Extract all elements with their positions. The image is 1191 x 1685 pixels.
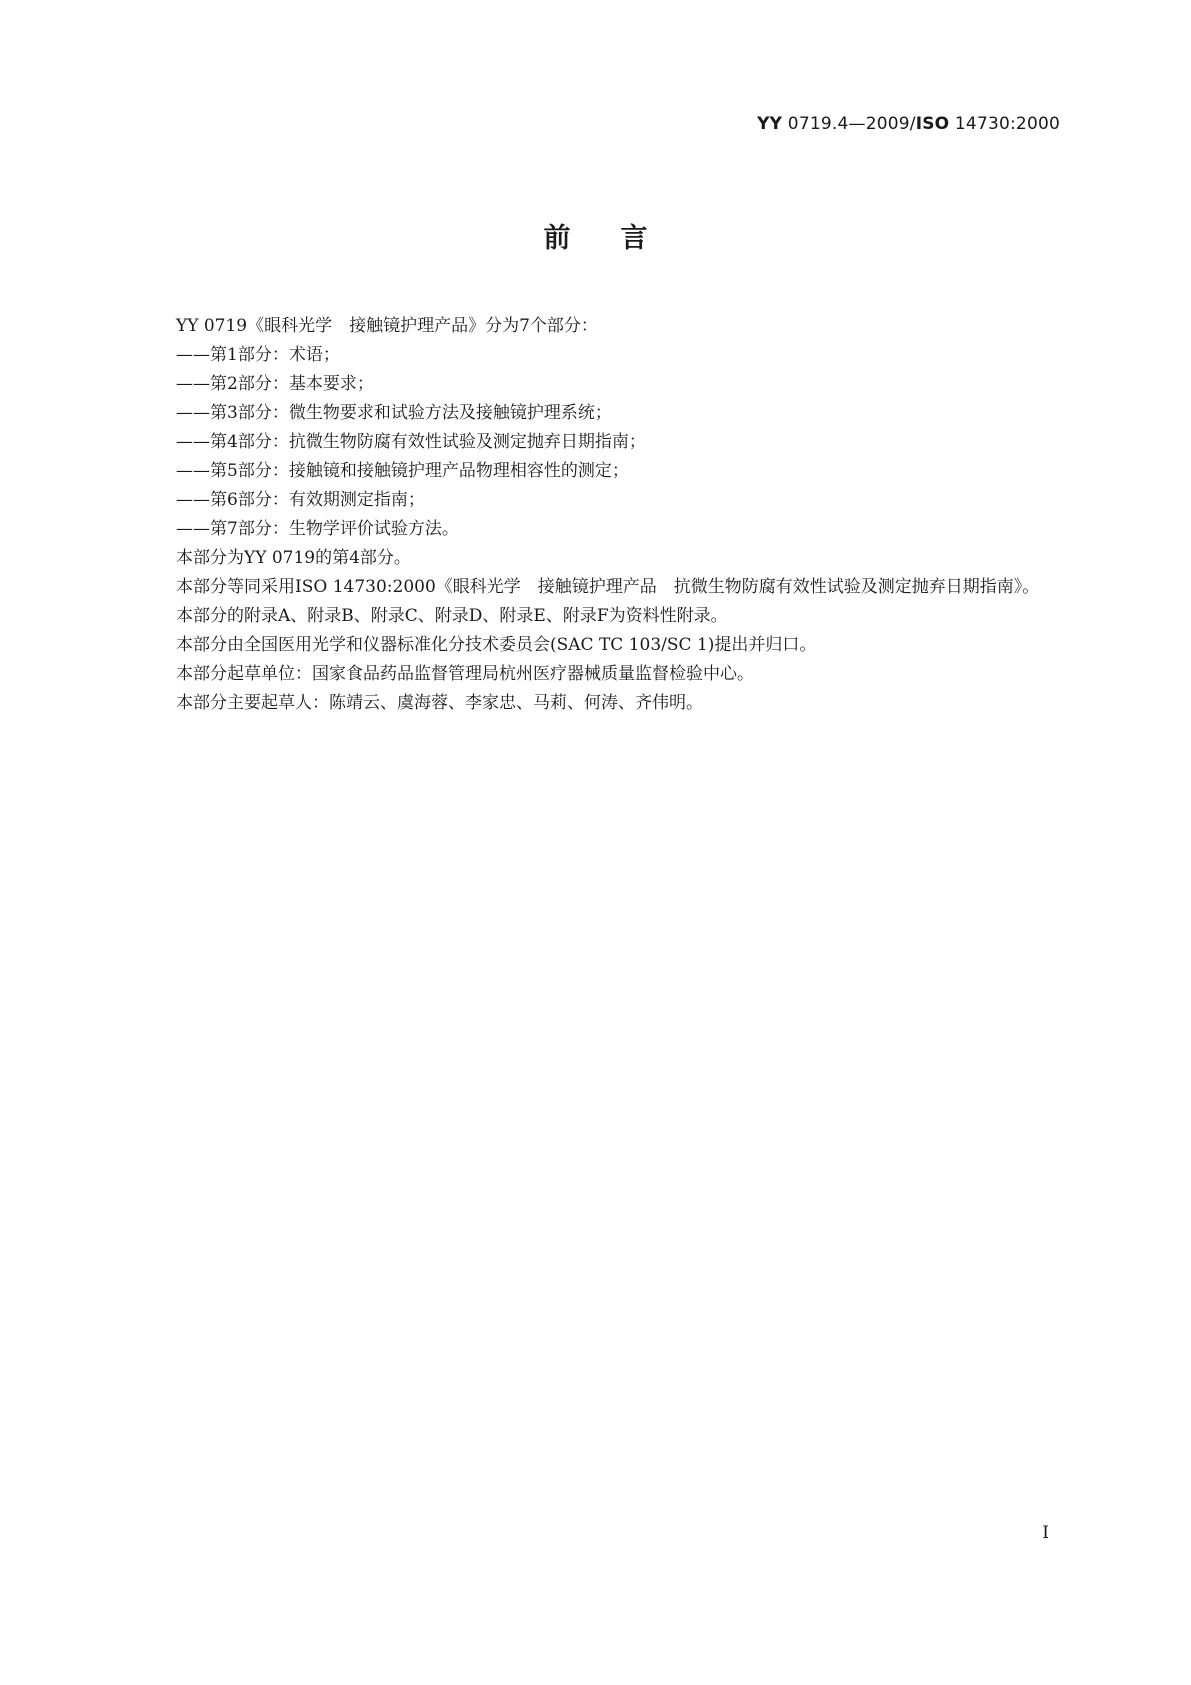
std-number-yy: 0719.4—2009/: [782, 114, 916, 134]
standard-number-header: [757, 114, 1060, 134]
part-list-item: ——第1部分：术语；: [176, 345, 340, 365]
std-prefix-iso: ISO: [915, 114, 950, 134]
committee-paragraph: 本部分由全国医用光学和仪器标准化分技术委员会(SAC TC 103/SC 1)提出并归口。: [176, 635, 817, 655]
part-list-item: ——第5部分：接触镜和接触镜护理产品物理相容性的测定；: [176, 461, 629, 481]
std-prefix-yy: YY: [757, 114, 783, 134]
std-number-iso: 14730:2000: [949, 114, 1060, 134]
page-title: 前言: [543, 223, 698, 254]
adoption-paragraph: 本部分等同采用ISO 14730:2000《眼科光学 接触镜护理产品 抗微生物防腐有效性试验及测定抛弃日期指南》。: [176, 577, 1040, 597]
drafters-paragraph: 本部分主要起草人：陈靖云、虞海蓉、李家忠、马莉、何涛、齐伟明。: [176, 693, 703, 713]
page-number: I: [1042, 1523, 1049, 1543]
part-statement-paragraph: 本部分为YY 0719的第4部分。: [176, 548, 411, 568]
intro-paragraph: YY 0719《眼科光学 接触镜护理产品》分为7个部分：: [176, 316, 598, 336]
part-list-item: ——第2部分：基本要求；: [176, 374, 374, 394]
drafting-unit-paragraph: 本部分起草单位：国家食品药品监督管理局杭州医疗器械质量监督检验中心。: [176, 664, 754, 684]
annex-paragraph: 本部分的附录A、附录B、附录C、附录D、附录E、附录F为资料性附录。: [176, 606, 728, 626]
part-list-item: ——第4部分：抗微生物防腐有效性试验及测定抛弃日期指南；: [176, 432, 646, 452]
part-list-item: ——第6部分：有效期测定指南；: [176, 490, 425, 510]
part-list-item: ——第3部分：微生物要求和试验方法及接触镜护理系统；: [176, 403, 612, 423]
part-list-item: ——第7部分：生物学评价试验方法。: [176, 519, 459, 539]
foreword-body: [121, 312, 1071, 718]
